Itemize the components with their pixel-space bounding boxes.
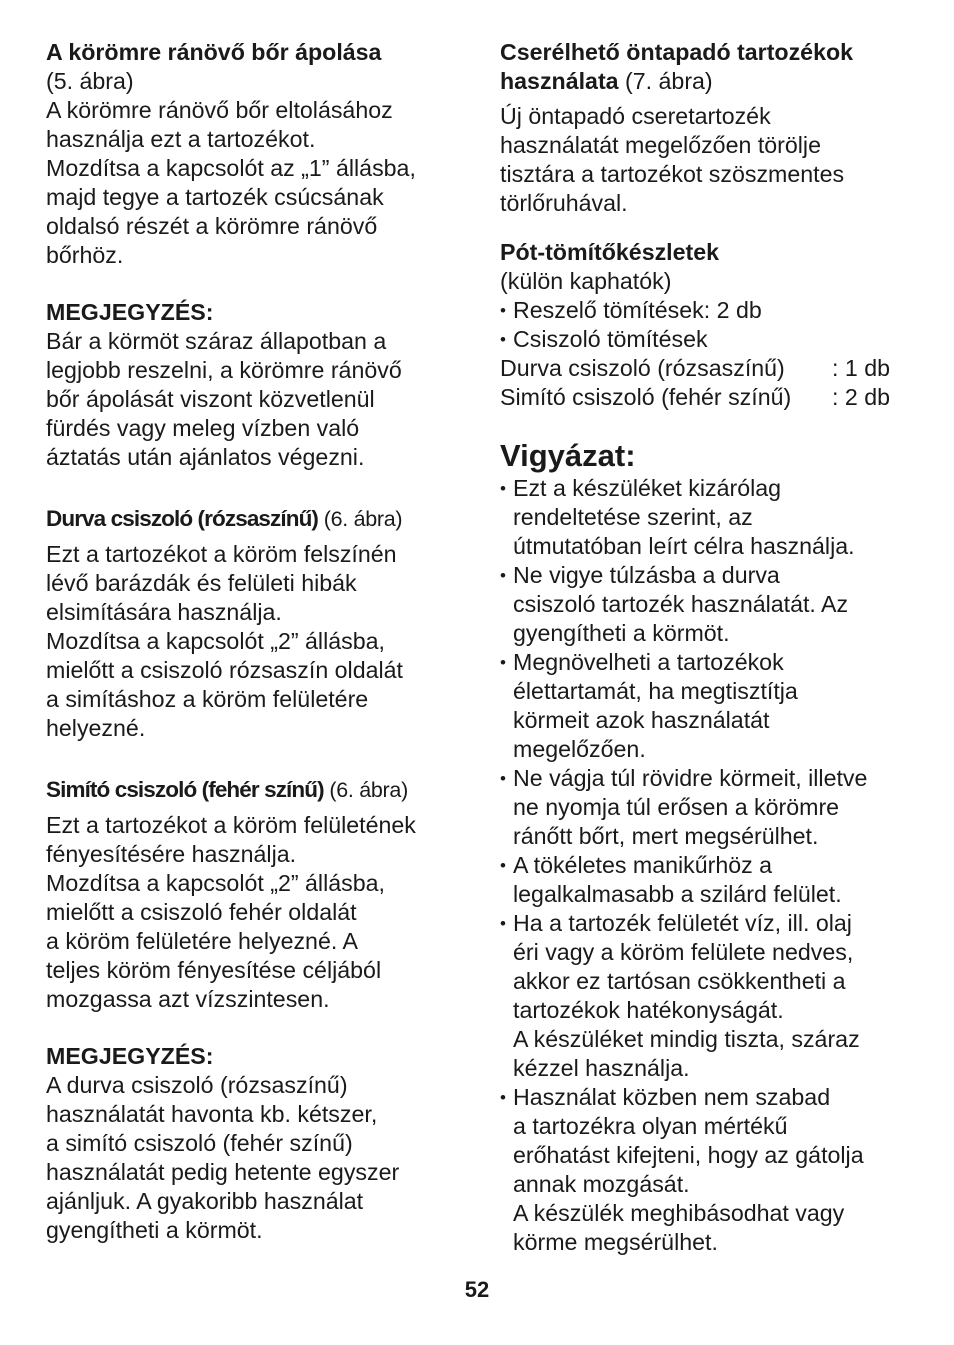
bullet-item xyxy=(500,1083,920,1257)
text-line: Mozdítsa a kapcsolót az „1” állásba, xyxy=(46,155,416,181)
bullet-text: Használat közben nem szabad xyxy=(513,1084,831,1110)
bullet-text: Ha a tartozék felületét víz, ill. olaj xyxy=(513,910,852,936)
section-title-line-2: használata xyxy=(500,68,619,94)
section-body xyxy=(500,102,920,218)
text-line: a köröm felületére helyezné. A xyxy=(46,928,358,954)
text-line: Mozdítsa a kapcsolót „2” állásba, xyxy=(46,870,385,896)
note-title: MEGJEGYZÉS: xyxy=(46,299,214,325)
bullet-text: kézzel használja. xyxy=(513,1055,690,1081)
section-replaceable-accessories xyxy=(500,38,920,218)
bullet-text: körme megsérülhet. xyxy=(513,1229,718,1255)
bullet-item xyxy=(500,648,920,764)
figure-ref: (7. ábra) xyxy=(618,68,713,94)
page-number: 52 xyxy=(464,1277,490,1302)
text-line: lévő barázdák és felületi hibák xyxy=(46,570,357,596)
bullet-text: ne nyomja túl erősen a körömre xyxy=(513,794,840,820)
bullet-text: Ne vágja túl rövidre körmeit, illetve xyxy=(513,765,868,791)
bullet-item xyxy=(500,851,920,909)
text-line: Ezt a tartozékot a köröm felszínén xyxy=(46,541,397,567)
section-cuticle-care xyxy=(46,38,466,270)
text-line: teljes köröm fényesítése céljából xyxy=(46,957,382,983)
bullet-text: akkor ez tartósan csökkentheti a xyxy=(513,968,846,994)
bullet-item xyxy=(500,561,920,648)
section-title-line-1: Cserélhető öntapadó tartozékok xyxy=(500,39,854,65)
text-line: gyengítheti a körmöt. xyxy=(46,1217,263,1243)
bullet-item xyxy=(500,296,920,325)
bullet-dot-icon: • xyxy=(500,914,506,933)
bullet-item xyxy=(500,764,920,851)
bullet-dot-icon: • xyxy=(500,653,506,672)
text-line: legjobb reszelni, a körömre ránövő xyxy=(46,357,402,383)
spare-pad-label: Simító csiszoló (fehér színű) xyxy=(500,384,792,410)
text-line: bőrhöz. xyxy=(46,242,124,268)
bullet-text: megelőzően. xyxy=(513,736,646,762)
bullet-dot-icon: • xyxy=(500,856,506,875)
left-column xyxy=(46,38,466,1245)
section-body xyxy=(46,540,466,743)
section-smooth-buffer xyxy=(46,775,466,1014)
text-line: használja ezt a tartozékot. xyxy=(46,126,316,152)
text-line: a simító csiszoló (fehér színű) xyxy=(46,1130,353,1156)
section-title: Durva csiszoló (rózsaszínű) xyxy=(46,506,319,531)
bullet-text: erőhatást kifejteni, hogy az gátolja xyxy=(513,1142,864,1168)
bullet-text: Reszelő tömítések: 2 db xyxy=(513,297,762,323)
text-line: elsimítására használja. xyxy=(46,599,282,625)
text-line: (5. ábra) xyxy=(46,68,134,94)
text-line: fürdés vagy meleg vízben való xyxy=(46,415,360,441)
text-line: helyezné. xyxy=(46,715,146,741)
warning-list xyxy=(500,474,920,1257)
bullet-text: a tartozékra olyan mértékű xyxy=(513,1113,788,1139)
text-line: Új öntapadó cseretartozék xyxy=(500,103,771,129)
bullet-item xyxy=(500,325,920,354)
section-warning xyxy=(500,438,920,1257)
spare-pad-row xyxy=(500,354,920,383)
bullet-text: A készülék meghibásodhat vagy xyxy=(513,1200,845,1226)
note-2 xyxy=(46,1042,466,1245)
text-line: fényesítésére használja. xyxy=(46,841,297,867)
section-body xyxy=(46,811,466,1014)
bullet-text: legalkalmasabb a szilárd felület. xyxy=(513,881,842,907)
spare-pad-row xyxy=(500,383,920,412)
section-coarse-buffer xyxy=(46,504,466,743)
section-subtitle: (külön kaphatók) xyxy=(500,268,672,294)
figure-ref: (6. ábra) xyxy=(323,778,408,802)
spare-pads-list xyxy=(500,296,920,354)
bullet-text: Csiszoló tömítések xyxy=(513,326,708,352)
bullet-text: ránőtt bőrt, mert megsérülhet. xyxy=(513,823,819,849)
bullet-text: tartozékok hatékonyságát. xyxy=(513,997,784,1023)
section-title: Pót-tömítőkészletek xyxy=(500,239,720,265)
bullet-text: Ezt a készüléket kizárólag xyxy=(513,475,782,501)
bullet-text: gyengítheti a körmöt. xyxy=(513,620,730,646)
bullet-text: útmutatóban leírt célra használja. xyxy=(513,533,855,559)
text-line: ajánljuk. A gyakoribb használat xyxy=(46,1188,364,1214)
text-line: mielőtt a csiszoló rózsaszín oldalát xyxy=(46,657,403,683)
text-line: A durva csiszoló (rózsaszínű) xyxy=(46,1072,348,1098)
bullet-text: körmeit azok használatát xyxy=(513,707,770,733)
bullet-text: Megnövelheti a tartozékok xyxy=(513,649,784,675)
bullet-item xyxy=(500,909,920,1083)
spare-pad-count: : 1 db xyxy=(832,355,891,381)
bullet-dot-icon: • xyxy=(500,301,506,320)
bullet-dot-icon: • xyxy=(500,769,506,788)
bullet-text: csiszoló tartozék használatát. Az xyxy=(513,591,849,617)
bullet-text: Ne vigye túlzásba a durva xyxy=(513,562,780,588)
text-line: használatát pedig hetente egyszer xyxy=(46,1159,400,1185)
right-column xyxy=(500,38,920,1257)
text-line: mozgassa azt vízszintesen. xyxy=(46,986,330,1012)
section-title: Simító csiszoló (fehér színű) xyxy=(46,777,324,802)
note-body xyxy=(46,327,466,472)
note-title: MEGJEGYZÉS: xyxy=(46,1043,214,1069)
text-line: oldalsó részét a körömre ránövő xyxy=(46,213,378,239)
text-line: tisztára a tartozékot szöszmentes xyxy=(500,161,845,187)
text-line: Ezt a tartozékot a köröm felületének xyxy=(46,812,416,838)
note-1 xyxy=(46,298,466,472)
bullet-text: A készüléket mindig tiszta, száraz xyxy=(513,1026,860,1052)
bullet-text: annak mozgását. xyxy=(513,1171,690,1197)
figure-ref: (6. ábra) xyxy=(318,507,403,531)
warning-title: Vigyázat: xyxy=(500,438,636,473)
text-line: Bár a körmöt száraz állapotban a xyxy=(46,328,387,354)
bullet-item xyxy=(500,474,920,561)
text-line: A körömre ránövő bőr eltolásához xyxy=(46,97,393,123)
section-title: A körömre ránövő bőr ápolása xyxy=(46,39,382,65)
text-line: Mozdítsa a kapcsolót „2” állásba, xyxy=(46,628,385,654)
section-body xyxy=(46,67,466,270)
text-line: törlőruhával. xyxy=(500,190,628,216)
spare-pad-label: Durva csiszoló (rózsaszínű) xyxy=(500,355,785,381)
bullet-dot-icon: • xyxy=(500,479,506,498)
text-line: mielőtt a csiszoló fehér oldalát xyxy=(46,899,357,925)
bullet-text: éri vagy a köröm felülete nedves, xyxy=(513,939,854,965)
section-spare-pads xyxy=(500,238,920,412)
text-line: a simításhoz a köröm felületére xyxy=(46,686,369,712)
bullet-dot-icon: • xyxy=(500,330,506,349)
bullet-text: rendeltetése szerint, az xyxy=(513,504,753,530)
text-line: használatát havonta kb. kétszer, xyxy=(46,1101,378,1127)
text-line: bőr ápolását viszont közvetlenül xyxy=(46,386,375,412)
spare-pad-count: : 2 db xyxy=(832,384,891,410)
bullet-text: élettartamát, ha megtisztítja xyxy=(513,678,798,704)
spare-pads-table xyxy=(500,354,920,412)
text-line: áztatás után ajánlatos végezni. xyxy=(46,444,365,470)
bullet-dot-icon: • xyxy=(500,1088,506,1107)
text-line: használatát megelőzően törölje xyxy=(500,132,821,158)
note-body xyxy=(46,1071,466,1245)
bullet-dot-icon: • xyxy=(500,566,506,585)
bullet-text: A tökéletes manikűrhöz a xyxy=(513,852,773,878)
text-line: majd tegye a tartozék csúcsának xyxy=(46,184,384,210)
